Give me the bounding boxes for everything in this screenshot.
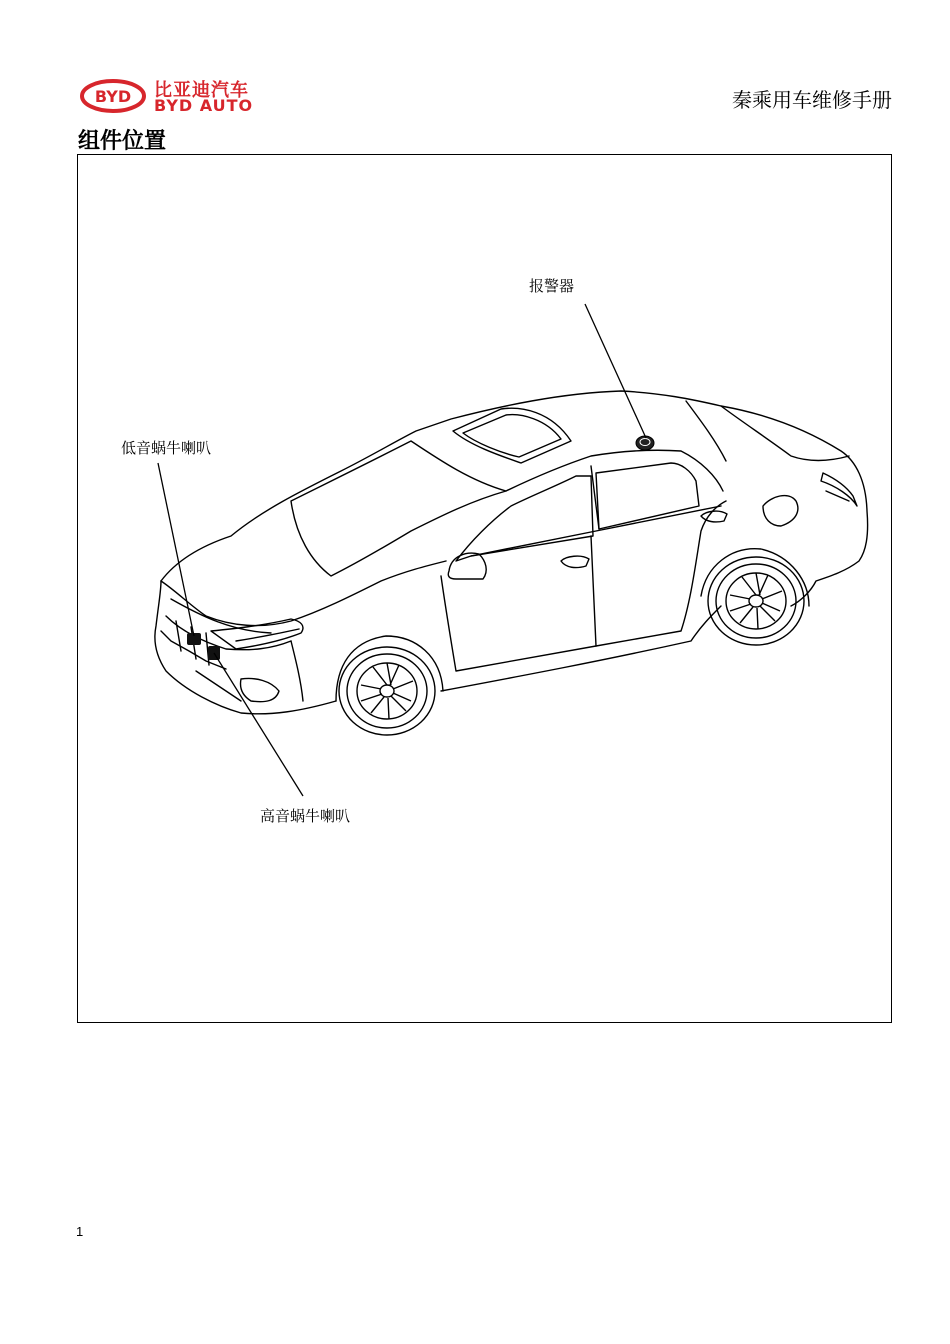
logo-text-cn: 比亚迪汽车 [154,80,249,101]
callout-low-horn: 低音蜗牛喇叭 [121,439,212,457]
alarm-icon [636,436,654,450]
byd-logo-mark-icon [80,78,146,114]
logo-text-en: BYD AUTO [154,96,254,115]
manual-title: 秦乘用车维修手册 [732,88,892,112]
callout-high-horn: 高音蜗牛喇叭 [260,807,351,825]
callout-alarm: 报警器 [529,277,575,295]
component-location-figure [77,154,892,1023]
svg-text:BYD: BYD [94,87,132,106]
page-number: 1 [76,1224,84,1239]
section-title: 组件位置 [78,129,167,154]
car-line-drawing [78,155,893,1024]
horn-icon [187,633,220,660]
byd-logo [80,76,270,118]
